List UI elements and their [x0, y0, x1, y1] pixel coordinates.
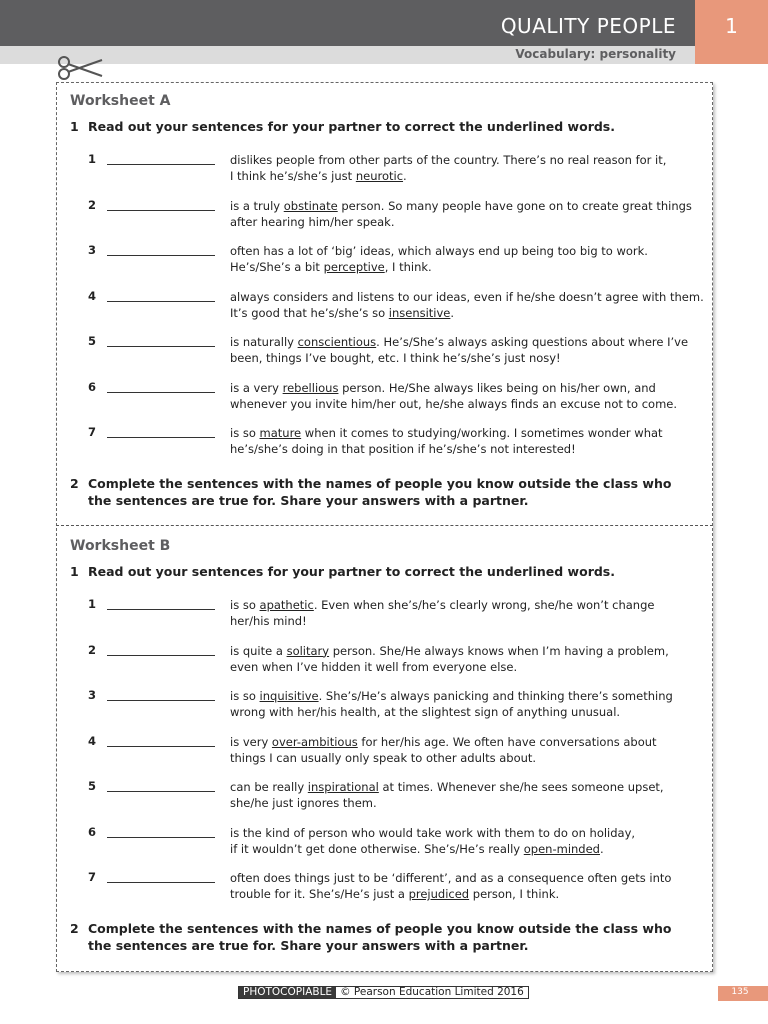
- item-sentence: [230, 597, 705, 629]
- item-number: 1: [88, 152, 97, 166]
- sentence-text: is very: [230, 734, 272, 749]
- item-number: 2: [88, 197, 97, 212]
- sentence-text: dislikes people from other parts of the country. There’s no real reason for it, I think he’s/she’s just: [230, 153, 667, 183]
- underlined-word: rebellious: [282, 380, 339, 395]
- item-number: 7: [88, 870, 97, 884]
- instruction-text: Complete the sentences with the names of people you know outside the class who the sentences are true for. Share your answers with a partner.: [88, 921, 672, 953]
- sentence-text: for her/his age. We often have conversations about things I can usually only speak to other adults about.: [230, 734, 657, 765]
- sentence-text: is the kind of person who would take work with them to do on holiday, if it wouldn’t get done otherwise. She’s/He’s really: [230, 825, 636, 856]
- sentence-text: , I think.: [384, 260, 432, 274]
- instruction-number: 1: [70, 119, 79, 134]
- sentence-text: . He’s/She’s always asking questions about where I’ve been, things I’ve bought, etc. I think he’s/she’s just nosy!: [230, 335, 689, 365]
- answer-blank-line: [107, 164, 215, 165]
- cut-line: [56, 525, 713, 526]
- instruction-number: 1: [70, 564, 79, 579]
- instruction-text: Read out your sentences for your partner to correct the underlined words.: [88, 119, 615, 134]
- answer-blank-line: [107, 210, 215, 211]
- sentence-text: is a very: [230, 380, 283, 395]
- instruction-text: Complete the sentences with the names of people you know outside the class who the sentences are true for. Share your answers with a partner.: [88, 476, 672, 508]
- item-number: 6: [88, 824, 97, 839]
- sentence-text: is so: [230, 598, 260, 612]
- sentence-text: . Even when she’s/he’s clearly wrong, she/he won’t change her/his mind!: [230, 598, 655, 628]
- worksheet-item: [88, 779, 708, 813]
- section-subtitle: Vocabulary: personality: [515, 47, 676, 61]
- underlined-word: solitary: [286, 643, 330, 658]
- sentence-text: is so: [230, 426, 260, 440]
- sentence-text: is quite a: [230, 643, 287, 658]
- worksheet-item: [88, 334, 708, 368]
- item-sentence: [230, 734, 705, 766]
- answer-blank-line: [107, 255, 215, 256]
- item-sentence: [230, 243, 705, 275]
- underlined-word: open-minded: [523, 841, 600, 856]
- answer-blank-line: [107, 609, 215, 610]
- item-sentence: [230, 779, 705, 811]
- answer-blank-line: [107, 301, 215, 302]
- item-sentence: [230, 198, 705, 230]
- unit-number-box: [695, 0, 768, 64]
- instruction-text: Read out your sentences for your partner to correct the underlined words.: [88, 564, 615, 579]
- sentence-text: is naturally: [230, 335, 298, 349]
- worksheet-item: [88, 425, 708, 459]
- sentence-text: person. He/She always likes being on his/her own, and whenever you invite him/her out, he/she always finds an excuse not to come.: [230, 380, 678, 411]
- sentence-text: is so: [230, 689, 260, 703]
- sentence-text: often has a lot of ‘big’ ideas, which always end up being too big to work. He’s/She’s a bit: [230, 244, 648, 274]
- instruction-number: 2: [70, 921, 79, 936]
- underlined-word: mature: [259, 426, 302, 440]
- worksheet-item: [88, 825, 708, 859]
- sentence-text: .: [599, 841, 604, 856]
- worksheet-a-title: Worksheet A: [70, 93, 171, 109]
- worksheet-item: [88, 597, 708, 631]
- photocopiable-label: PHOTOCOPIABLE: [239, 987, 336, 998]
- unit-number: 1: [725, 14, 738, 38]
- item-sentence: [230, 289, 705, 321]
- item-sentence: [230, 688, 705, 720]
- answer-blank-line: [107, 882, 215, 883]
- sentence-text: person. So many people have gone on to create great things after hearing him/her speak.: [230, 198, 692, 229]
- sentence-text: always considers and listens to our ideas, even if he/she doesn’t agree with them. It’s good that he’s/she’s so: [230, 289, 704, 320]
- sentence-text: .: [403, 169, 407, 183]
- answer-blank-line: [107, 655, 215, 656]
- underlined-word: insensitive: [388, 305, 451, 320]
- sentence-text: is a truly: [230, 198, 284, 213]
- item-number: 2: [88, 642, 97, 657]
- item-number: 5: [88, 779, 97, 793]
- answer-blank-line: [107, 837, 215, 838]
- underlined-word: over-ambitious: [271, 734, 358, 749]
- copyright-text: © Pearson Education Limited 2016: [340, 986, 524, 998]
- answer-blank-line: [107, 791, 215, 792]
- underlined-word: perceptive: [323, 260, 385, 274]
- item-number: 7: [88, 425, 97, 439]
- sentence-text: .: [450, 305, 455, 320]
- item-number: 4: [88, 733, 97, 748]
- item-number: 4: [88, 288, 97, 303]
- item-number: 5: [88, 334, 97, 348]
- worksheet-item: [88, 380, 708, 414]
- item-sentence: [230, 825, 705, 857]
- answer-blank-line: [107, 746, 215, 747]
- worksheet-b-instruction-2: [70, 920, 690, 954]
- underlined-word: apathetic: [259, 598, 314, 612]
- answer-blank-line: [107, 700, 215, 701]
- item-sentence: [230, 334, 705, 366]
- underlined-word: obstinate: [283, 198, 338, 213]
- item-sentence: [230, 425, 705, 457]
- scissors-icon: [56, 52, 106, 82]
- worksheet-item: [88, 734, 708, 768]
- worksheet-item: [88, 688, 708, 722]
- sentence-text: often does things just to be ‘different’, and as a consequence often gets into trouble for it. She’s/He’s just a: [230, 871, 672, 901]
- worksheet-b-instruction-1: [70, 563, 690, 580]
- worksheet-item: [88, 243, 708, 277]
- instruction-number: 2: [70, 476, 79, 491]
- underlined-word: inquisitive: [259, 689, 319, 703]
- underlined-word: prejudiced: [408, 887, 470, 901]
- item-sentence: [230, 643, 705, 675]
- worksheet-item: [88, 870, 708, 904]
- page-number-box: [718, 986, 768, 1001]
- worksheet-item: [88, 289, 708, 323]
- unit-title: QUALITY PEOPLE: [500, 14, 676, 38]
- sentence-text: person. She/He always knows when I’m having a problem, even when I’ve hidden it well from everyone else.: [230, 643, 669, 674]
- item-sentence: [230, 152, 705, 184]
- sentence-text: when it comes to studying/working. I sometimes wonder what he’s/she’s doing in that position if he’s/she’s not interested!: [230, 426, 663, 456]
- item-sentence: [230, 380, 705, 412]
- page-number: 135: [731, 987, 749, 997]
- sentence-text: . She’s/He’s always panicking and thinking there’s something wrong with her/his health, at the slightest sign of anything unusual.: [230, 689, 673, 719]
- item-number: 6: [88, 379, 97, 394]
- underlined-word: conscientious: [297, 335, 377, 349]
- worksheet-item: [88, 198, 708, 232]
- answer-blank-line: [107, 346, 215, 347]
- footer-label: [238, 986, 529, 999]
- sentence-text: person, I think.: [469, 887, 560, 901]
- worksheet-item: [88, 643, 708, 677]
- worksheet-a-instruction-1: [70, 118, 690, 135]
- worksheet-a-instruction-2: [70, 475, 690, 509]
- underlined-word: neurotic: [355, 169, 404, 183]
- worksheet-b-title: Worksheet B: [70, 538, 171, 554]
- underlined-word: inspirational: [307, 780, 379, 794]
- item-sentence: [230, 870, 705, 902]
- item-number: 3: [88, 243, 97, 257]
- answer-blank-line: [107, 392, 215, 393]
- worksheet-item: [88, 152, 708, 186]
- item-number: 1: [88, 597, 97, 611]
- answer-blank-line: [107, 437, 215, 438]
- item-number: 3: [88, 688, 97, 702]
- sentence-text: at times. Whenever she/he sees someone upset, she/he just ignores them.: [230, 780, 664, 810]
- sentence-text: can be really: [230, 780, 308, 794]
